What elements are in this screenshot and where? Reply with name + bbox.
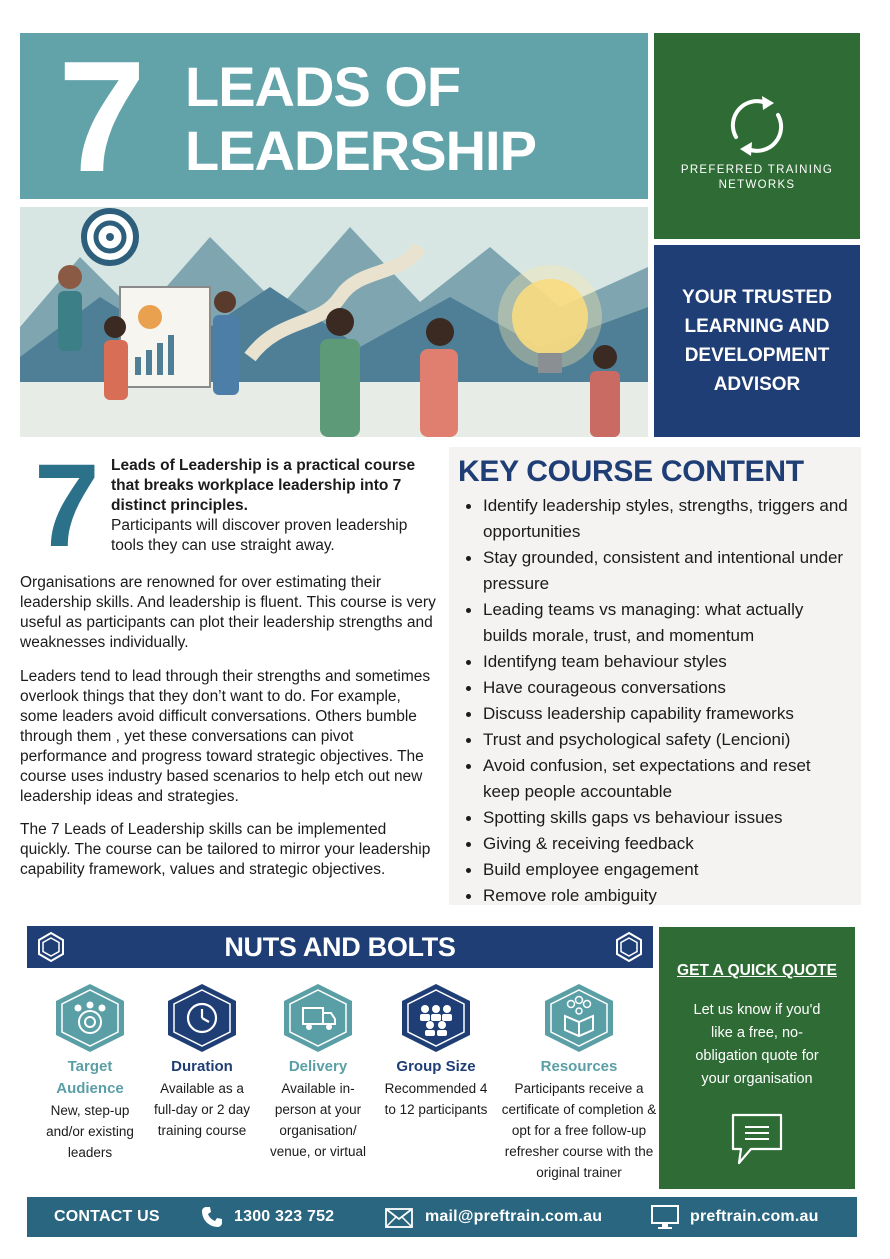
list-item: Identify leadership styles, strengths, triggers and opportunities [449, 493, 849, 545]
key-course-content [449, 447, 861, 905]
nuts-bolts-bar [27, 926, 653, 968]
nb-item-resources [499, 982, 659, 1183]
list-item: Leading teams vs managing: what actually builds morale, trust, and momentum [449, 597, 849, 649]
advisor-text: YOUR TRUSTED LEARNING AND DEVELOPMENT ADVISOR [682, 287, 832, 395]
nb-item-target-audience [35, 982, 145, 1163]
nb-item-duration [150, 982, 254, 1141]
list-item: Discuss leadership capability frameworks [449, 701, 849, 727]
clock-icon [163, 982, 241, 1054]
nb-item-delivery [266, 982, 370, 1162]
mail-icon [385, 1208, 413, 1228]
list-item: Have courageous conversations [449, 675, 849, 701]
title-banner [20, 33, 648, 199]
list-item: Spotting skills gaps vs behaviour issues [449, 805, 849, 831]
intro-big-number: 7 [34, 440, 97, 572]
hexagon-right-icon [613, 931, 645, 963]
body-paragraph-1: Organisations are renowned for over estimating their leadership skills. And leadership is fluent. This course is very useful as participants can plot their leadership strengths and weaknesses individually. [20, 574, 436, 651]
page-title [185, 55, 536, 183]
intro-rest: Participants will discover proven leadership tools they can use straight away. [111, 517, 408, 554]
contact-email[interactable]: mail@preftrain.com.au [425, 1208, 603, 1225]
nb-heading: Target Audience [56, 1058, 124, 1097]
nb-item-group-size [384, 982, 488, 1120]
resources-box-icon [540, 982, 618, 1054]
nb-heading: Group Size [396, 1058, 476, 1075]
intro-bold: Leads of Leadership is a practical course that breaks workplace leadership into 7 distinct principles. [111, 457, 416, 514]
quick-quote-box[interactable] [659, 927, 855, 1189]
nb-body: Participants receive a certificate of completion & opt for a free follow-up refresher course with the original trainer [501, 1081, 657, 1180]
group-icon [397, 982, 475, 1054]
list-item: Build employee engagement [449, 857, 849, 883]
chat-bubble-icon [729, 1111, 785, 1167]
quick-quote-text: Let us know if you'd like a free, no-obligation quote for your organisation [693, 1002, 821, 1087]
brand-name: PREFERRED TRAINING NETWORKS [680, 164, 834, 191]
title-line-1: LEADS OF [185, 55, 461, 118]
nb-body: Available as a full-day or 2 day training course [153, 1081, 251, 1138]
list-item: Giving & receiving feedback [449, 831, 849, 857]
key-content-title: KEY COURSE CONTENT [458, 455, 804, 488]
list-item: Stay grounded, consistent and intentional under pressure [449, 545, 849, 597]
circular-arrows-icon [722, 91, 792, 161]
nb-body: New, step-up and/or existing leaders [46, 1103, 134, 1160]
contact-bar [27, 1197, 857, 1237]
brand-box [654, 33, 860, 239]
nb-body: Recommended 4 to 12 participants [384, 1081, 488, 1117]
title-number: 7 [58, 33, 142, 199]
intro-text [111, 456, 441, 556]
list-item: Identifyng team behaviour styles [449, 649, 849, 675]
contact-phone[interactable]: 1300 323 752 [234, 1208, 335, 1225]
quick-quote-link[interactable]: GET A QUICK QUOTE [677, 962, 837, 979]
advisor-box [654, 245, 860, 437]
target-audience-icon [51, 982, 129, 1054]
nb-heading: Resources [540, 1058, 618, 1075]
nuts-bolts-title: NUTS AND BOLTS [224, 932, 456, 962]
hero-illustration [20, 207, 648, 437]
contact-website[interactable]: preftrain.com.au [690, 1208, 819, 1225]
title-line-2: LEADERSHIP [185, 119, 536, 182]
key-content-list [449, 493, 849, 909]
nb-body: Available in-person at your organisation/ venue, or virtual [269, 1081, 367, 1159]
list-item: Remove role ambiguity [449, 883, 849, 909]
nb-heading: Delivery [288, 1058, 348, 1075]
computer-monitor-icon [650, 1204, 680, 1230]
list-item: Avoid confusion, set expectations and reset keep people accountable [449, 753, 849, 805]
body-paragraph-3: The 7 Leads of Leadership skills can be implemented quickly. The course can be tailored to mirror your leadership capability framework, values and strategic objectives. [20, 821, 431, 878]
nb-heading: Duration [171, 1058, 233, 1075]
contact-label: CONTACT US [54, 1208, 160, 1225]
list-item: Trust and psychological safety (Lencioni) [449, 727, 849, 753]
delivery-truck-icon [279, 982, 357, 1054]
body-paragraph-2: Leaders tend to lead through their strengths and sometimes overlook things that they don’t want to do. For example, some leaders avoid difficult conversations. Others bumble through them , yet these conversations can pivot performance and progress toward strategic objectives. The course uses industry based scenarios to help etch out new leadership ideas and strategies. [20, 668, 431, 805]
phone-icon [200, 1205, 224, 1229]
